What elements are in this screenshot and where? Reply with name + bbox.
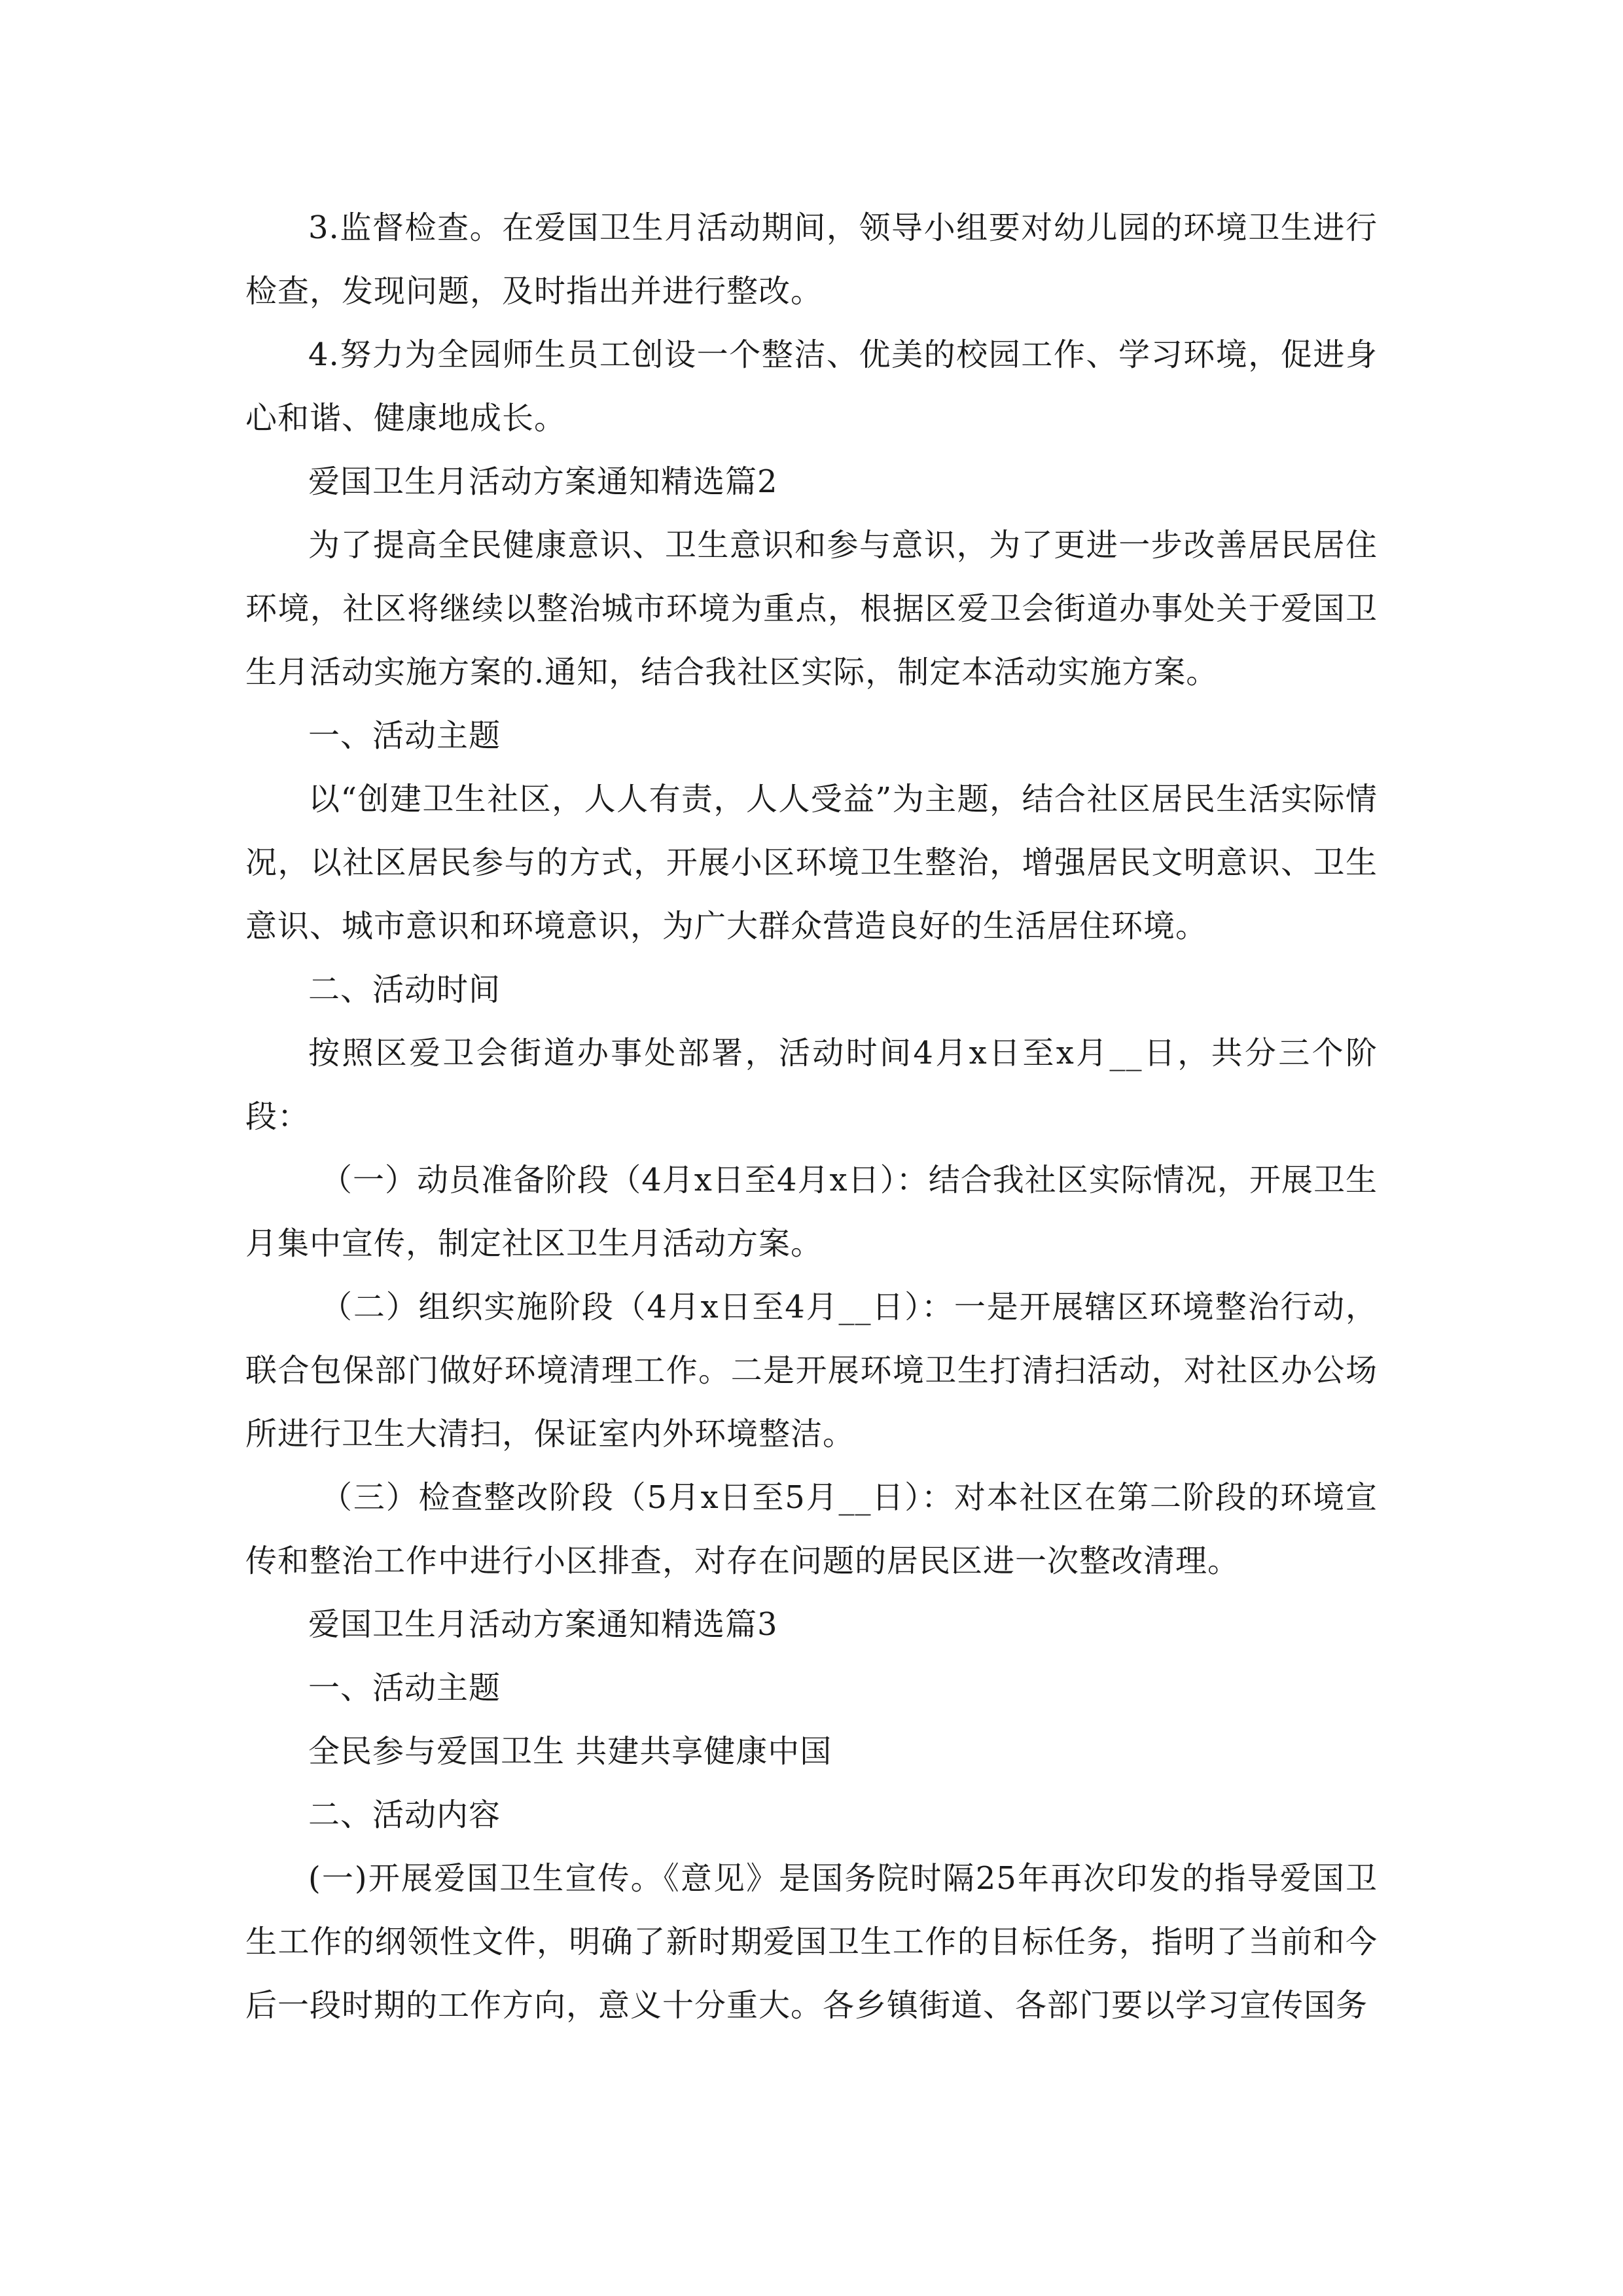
paragraph-environment: 4.努力为全园师生员工创设一个整洁、优美的校园工作、学习环境，促进身心和谐、健康地成长。 <box>245 336 1378 437</box>
heading-theme: 一、活动主题 <box>308 717 501 754</box>
heading-theme-3: 一、活动主题 <box>308 1670 501 1706</box>
section-title-3: 爱国卫生月活动方案通知精选篇3 <box>308 1606 778 1643</box>
section-title-2: 爱国卫生月活动方案通知精选篇2 <box>308 463 778 500</box>
heading-content: 二、活动内容 <box>308 1797 501 1833</box>
heading-time: 二、活动时间 <box>308 971 501 1008</box>
paragraph-theme: 以“创建卫生社区，人人有责，人人受益”为主题，结合社区居民生活实际情况，以社区居民参与的方式，开展小区环境卫生整治，增强居民文明意识、卫生意识、城市意识和环境意识，为广大群众营造良好的生活居住环境。 <box>245 781 1378 944</box>
paragraph-time: 按照区爱卫会街道办事处部署，活动时间4月x日至x月__日，共分三个阶段： <box>245 1035 1378 1135</box>
paragraph-stage-1: （一）动员准备阶段（4月x日至4月x日）：结合我社区实际情况，开展卫生月集中宣传，制定社区卫生月活动方案。 <box>245 1162 1378 1262</box>
paragraph-supervision: 3.监督检查。在爱国卫生月活动期间，领导小组要对幼儿园的环境卫生进行检查，发现问题，及时指出并进行整改。 <box>245 209 1378 310</box>
paragraph-stage-3: （三）检查整改阶段（5月x日至5月__日）：对本社区在第二阶段的环境宣传和整治工作中进行小区排查，对存在问题的居民区进一次整改清理。 <box>245 1479 1378 1579</box>
paragraph-intro: 为了提高全民健康意识、卫生意识和参与意识，为了更进一步改善居民居住环境，社区将继续以整治城市环境为重点，根据区爱卫会街道办事处关于爱国卫生月活动实施方案的.通知，结合我社区实际，制定本活动实施方案。 <box>245 527 1378 691</box>
document-body <box>245 196 1378 2037</box>
paragraph-content-1: (一)开展爱国卫生宣传。《意见》是国务院时隔25年再次印发的指导爱国卫生工作的纲领性文件，明确了新时期爱国卫生工作的目标任务，指明了当前和今后一段时期的工作方向，意义十分重大。各乡镇街道、各部门要以学习宣传国务 <box>245 1860 1378 2024</box>
paragraph-slogan: 全民参与爱国卫生 共建共享健康中国 <box>308 1733 832 1770</box>
paragraph-stage-2: （二）组织实施阶段（4月x日至4月__日）：一是开展辖区环境整治行动，联合包保部门做好环境清理工作。二是开展环境卫生打清扫活动，对社区办公场所进行卫生大清扫，保证室内外环境整洁。 <box>245 1289 1378 1452</box>
